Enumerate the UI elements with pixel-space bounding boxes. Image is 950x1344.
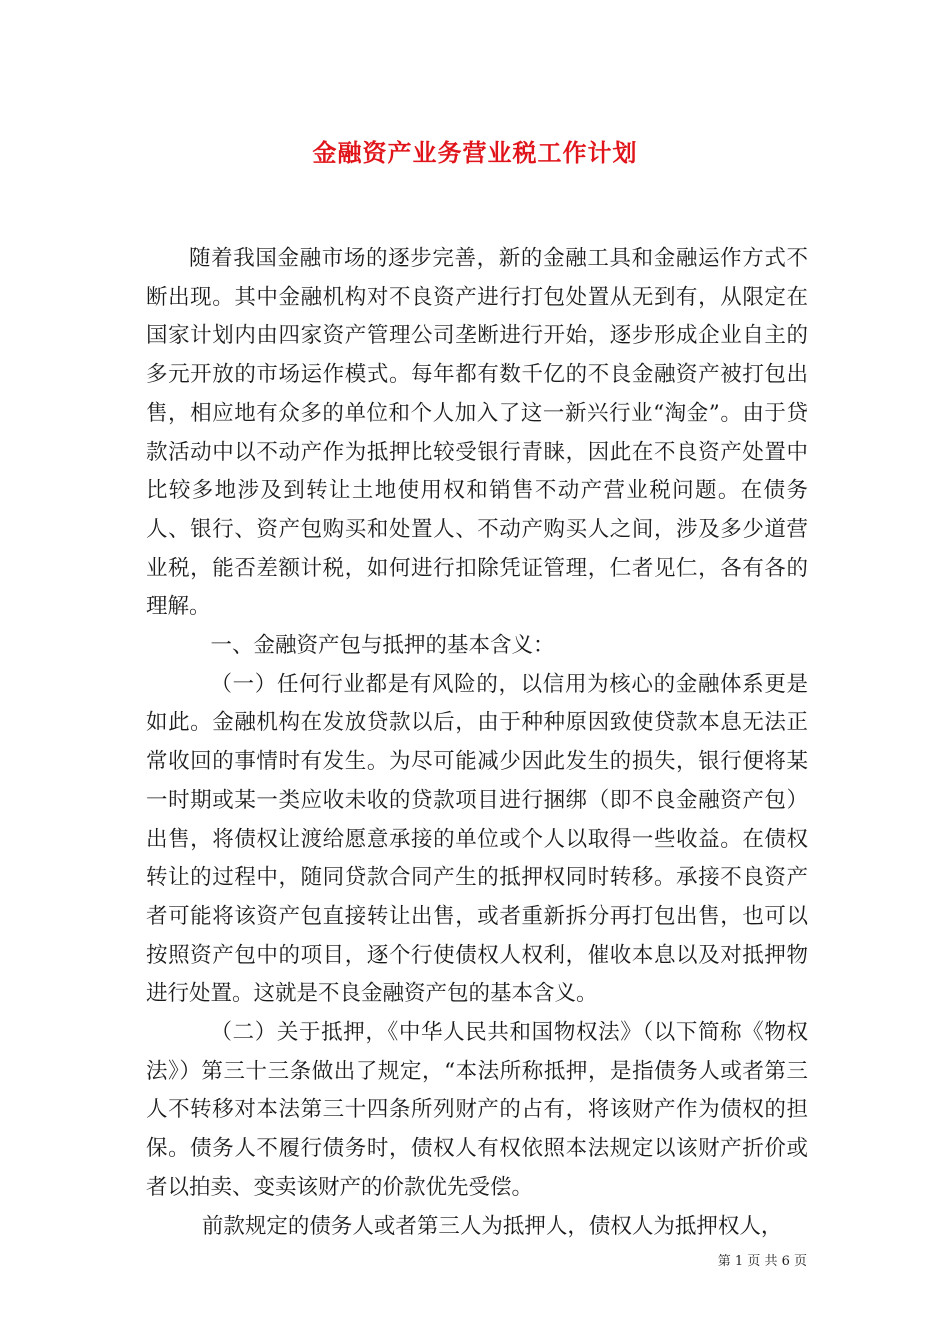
paragraph-continuation: 前款规定的债务人或者第三人为抵押人，债权人为抵押权人， [201,1213,783,1239]
section-heading-1: 一、金融资产包与抵押的基本含义： [210,633,555,659]
paragraph-section-1-1: （一）任何行业都是有风险的，以信用为核心的金融体系更是如此。金融机构在发放贷款以后，由于种种原因致使贷款本息无法正常收回的事情时有发生。为尽可能减少因此发生的损失，银行便将某一时期或某一类应收未收的贷款项目进行捆绑（即不良金融资产包）出售，将债权让渡给愿意承接的单位或个人以取得一些收益。在债权转让的过程中，随同贷款合同产生的抵押权同时转移。承接不良资产者可能将该资产包直接转让出售，或者重新拆分再打包出售，也可以按照资产包中的项目，逐个行使债权人权利，催收本息以及对抵押物进行处置。这就是不良金融资产包的基本含义。 [146,671,808,1007]
document-title: 金融资产业务营业税工作计划 [312,138,638,167]
paragraph-section-1-2: （二）关于抵押，《中华人民共和国物权法》（以下简称《物权法》）第三十三条做出了规定，“本法所称抵押，是指债务人或者第三人不转移对本法第三十四条所列财产的占有，将该财产作为债权的担保。债务人不履行债务时，债权人有权依照本法规定以该财产折价或者以拍卖、变卖该财产的价款优先受偿。 [146,1020,808,1200]
document-body [146,240,808,1246]
paragraph-intro: 随着我国金融市场的逐步完善，新的金融工具和金融运作方式不断出现。其中金融机构对不良资产进行打包处置从无到有，从限定在国家计划内由四家资产管理公司垄断进行开始，逐步形成企业自主的多元开放的市场运作模式。每年都有数千亿的不良金融资产被打包出售，相应地有众多的单位和个人加入了这一新兴行业“淘金”。由于贷款活动中以不动产作为抵押比较受银行青睐，因此在不良资产处置中比较多地涉及到转让土地使用权和销售不动产营业税问题。在债务人、银行、资产包购买和处置人、不动产购买人之间，涉及多少道营业税，能否差额计税，如何进行扣除凭证管理，仁者见仁，各有各的理解。 [146,246,808,620]
page-number-footer: 第 1 页 共 6 页 [717,1254,807,1269]
